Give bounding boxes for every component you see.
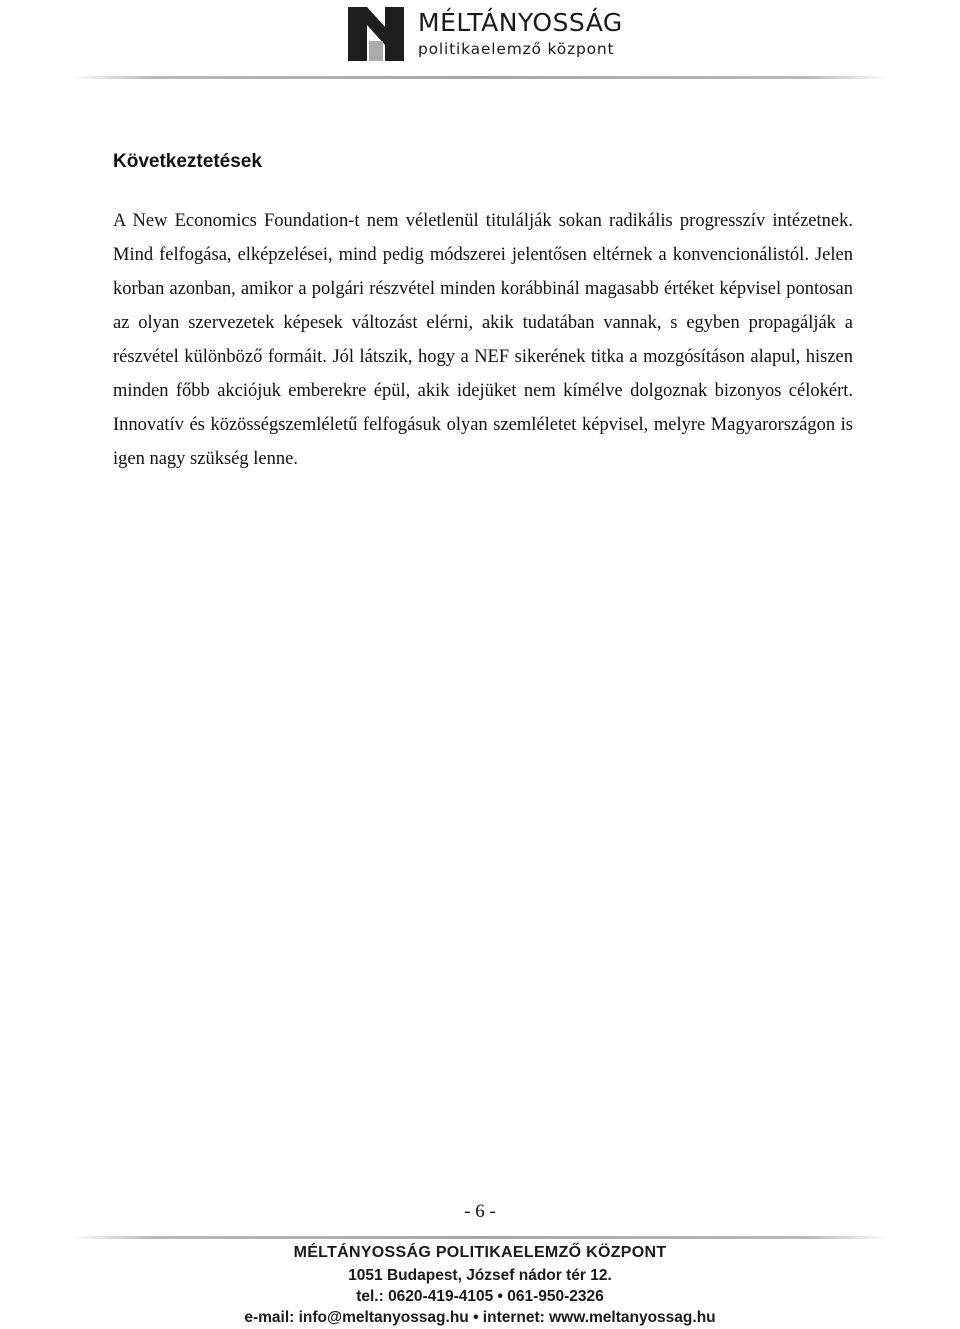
page-footer bbox=[0, 1240, 960, 1328]
section-heading: Következtetések bbox=[113, 151, 262, 172]
page-header bbox=[0, 0, 960, 84]
logo-subtitle: politikaelemző központ bbox=[418, 40, 615, 58]
logo-title: MÉLTÁNYOSSÁG bbox=[418, 8, 623, 37]
page-number: - 6 - bbox=[464, 1201, 496, 1222]
meltanyossag-logo-icon bbox=[347, 5, 405, 63]
footer-address: 1051 Budapest, József nádor tér 12. bbox=[348, 1267, 612, 1284]
footer-phone: tel.: 0620-419-4105 • 061-950-2326 bbox=[356, 1288, 604, 1305]
body-paragraph: A New Economics Foundation-t nem véletlenül titulálják sokan radikális progresszív intézetnek. Mind felfogása, elképzelései, mind pedig módszerei jelentősen eltérnek a konvencionálistól. Jelen korban azonban, amikor a polgári részvétel minden korábbinál magasabb értéket képvisel pontosan az olyan szervezetek képesek változást elérni, akik tudatában vannak, s egyben propagálják a részvétel különböző formáit. Jól látszik, hogy a NEF sikerének titka a mozgósításon alapul, hiszen minden főbb akciójuk emberekre épül, akik idejüket nem kímélve dolgoznak bizonyos célokért. Innovatív és közösségszemléletű felfogásuk olyan szemléletet képvisel, melyre Magyarországon is igen nagy szükség lenne. bbox=[113, 211, 853, 469]
header-divider bbox=[70, 76, 890, 79]
footer-contact: e-mail: info@meltanyossag.hu • internet: www.meltanyossag.hu bbox=[244, 1309, 716, 1326]
footer-divider bbox=[70, 1236, 890, 1239]
footer-organization: MÉLTÁNYOSSÁG POLITIKAELEMZŐ KÖZPONT bbox=[293, 1244, 667, 1261]
